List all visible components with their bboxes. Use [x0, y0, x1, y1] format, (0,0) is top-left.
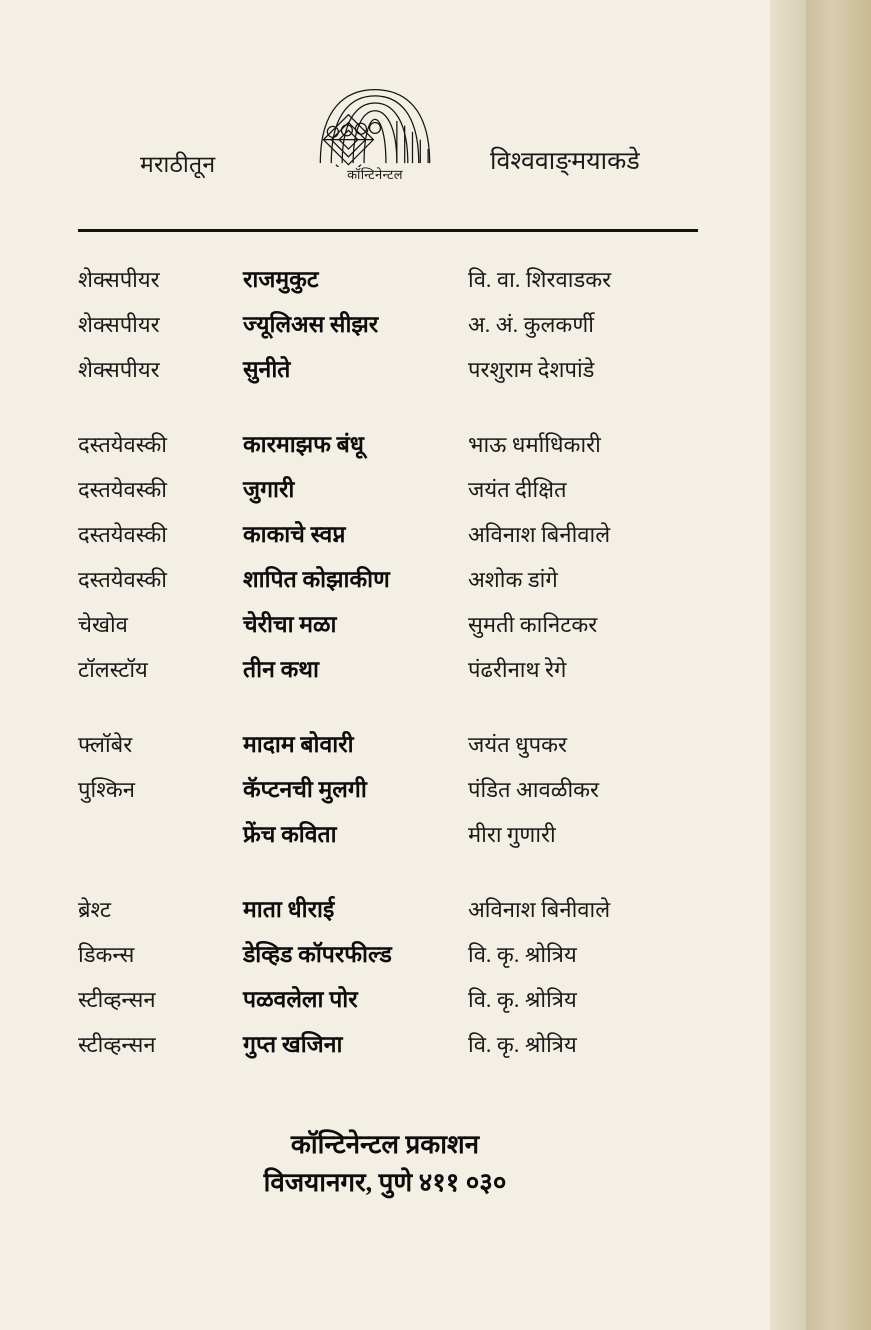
cell-author: पुश्किन	[78, 777, 136, 802]
group-spacer	[78, 697, 708, 727]
continental-publishers-logo-icon	[295, 85, 455, 167]
cell-title: चेरीचा मळा	[243, 612, 337, 637]
cell-translator: अशोक डांगे	[468, 567, 558, 592]
cell-translator: भाऊ धर्माधिकारी	[468, 432, 601, 457]
cell-title: ज्यूलिअस सीझर	[243, 312, 379, 337]
cell-author: शेक्सपीयर	[78, 357, 160, 382]
table-row	[78, 772, 708, 817]
cell-author: दस्तयेवस्की	[78, 567, 167, 592]
page-edge-shadow	[806, 0, 871, 1330]
group-spacer	[78, 397, 708, 427]
cell-translator: अविनाश बिनीवाले	[468, 522, 611, 547]
table-row	[78, 427, 708, 472]
table-row	[78, 307, 708, 352]
table-row	[78, 652, 708, 697]
cell-title: कॅप्टनची मुलगी	[243, 777, 367, 802]
cell-translator: मीरा गुणारी	[468, 822, 556, 847]
cell-translator: वि. कृ. श्रोत्रिय	[468, 987, 577, 1012]
cell-title: सुनीते	[243, 357, 291, 382]
cell-author: स्टीव्हन्सन	[78, 1032, 156, 1057]
cell-title: मादाम बोवारी	[243, 732, 354, 757]
table-row	[78, 1027, 708, 1072]
cell-author: टॉलस्टॉय	[78, 657, 148, 682]
cell-title: फ्रेंच कविता	[243, 822, 337, 847]
cell-title: तीन कथा	[243, 657, 319, 682]
cell-author: दस्तयेवस्की	[78, 477, 167, 502]
cell-title: शापित कोझाकीण	[243, 567, 390, 592]
cell-author: दस्तयेवस्की	[78, 432, 167, 457]
cell-translator: पंढरीनाथ रेगे	[468, 657, 567, 682]
cell-author: फ्लॉबेर	[78, 732, 133, 757]
cell-title: माता धीराई	[243, 897, 335, 922]
cell-translator: अ. अं. कुलकर्णी	[468, 312, 594, 337]
table-row	[78, 352, 708, 397]
page-edge-light	[770, 0, 806, 1330]
publisher-logo	[285, 85, 465, 195]
cell-translator: वि. वा. शिरवाडकर	[468, 267, 612, 292]
table-row	[78, 562, 708, 607]
cell-translator: परशुराम देशपांडे	[468, 357, 595, 382]
table-row	[78, 607, 708, 652]
cell-translator: पंडित आवळीकर	[468, 777, 600, 802]
table-row	[78, 982, 708, 1027]
table-row	[78, 817, 708, 862]
cell-title: काकाचे स्वप्न	[243, 522, 346, 547]
cell-translator: सुमती कानिटकर	[468, 612, 598, 637]
cell-title: राजमुकुट	[243, 267, 319, 292]
cell-author: चेखोव	[78, 612, 128, 637]
cell-author: स्टीव्हन्सन	[78, 987, 156, 1012]
cell-title: जुगारी	[243, 477, 295, 502]
table-row	[78, 472, 708, 517]
cell-author: शेक्सपीयर	[78, 267, 160, 292]
table-row	[78, 517, 708, 562]
cell-translator: वि. कृ. श्रोत्रिय	[468, 1032, 577, 1057]
publisher-address: विजयानगर, पुणे ४११ ०३०	[263, 1167, 507, 1197]
table-row	[78, 937, 708, 982]
page-header	[80, 85, 700, 205]
table-row	[78, 262, 708, 307]
group-spacer	[78, 862, 708, 892]
table-row	[78, 727, 708, 772]
cell-author: शेक्सपीयर	[78, 312, 160, 337]
header-divider	[78, 229, 698, 232]
publisher-name: कॉन्टिनेन्टल प्रकाशन	[290, 1130, 480, 1159]
header-left-text: मराठीतून	[140, 152, 216, 177]
page-footer	[0, 1126, 770, 1201]
cell-title: कारमाझफ बंधू	[243, 432, 364, 457]
cell-translator: अविनाश बिनीवाले	[468, 897, 611, 922]
cell-translator: वि. कृ. श्रोत्रिय	[468, 942, 577, 967]
cell-translator: जयंत धुपकर	[468, 732, 568, 757]
cell-author: डिकन्स	[78, 942, 135, 967]
cell-author: ब्रेश्ट	[78, 897, 112, 922]
book-list	[78, 262, 708, 1072]
cell-author: दस्तयेवस्की	[78, 522, 167, 547]
cell-translator: जयंत दीक्षित	[468, 477, 567, 502]
cell-title: डेव्हिड कॉपरफील्ड	[243, 942, 392, 967]
table-row	[78, 892, 708, 937]
header-right-text: विश्ववाङ्‌मयाकडे	[490, 148, 640, 175]
logo-caption: कॉन्टिनेन्टल	[347, 167, 403, 182]
cell-title: गुप्त खजिना	[243, 1032, 343, 1057]
cell-title: पळवलेला पोर	[243, 987, 358, 1012]
